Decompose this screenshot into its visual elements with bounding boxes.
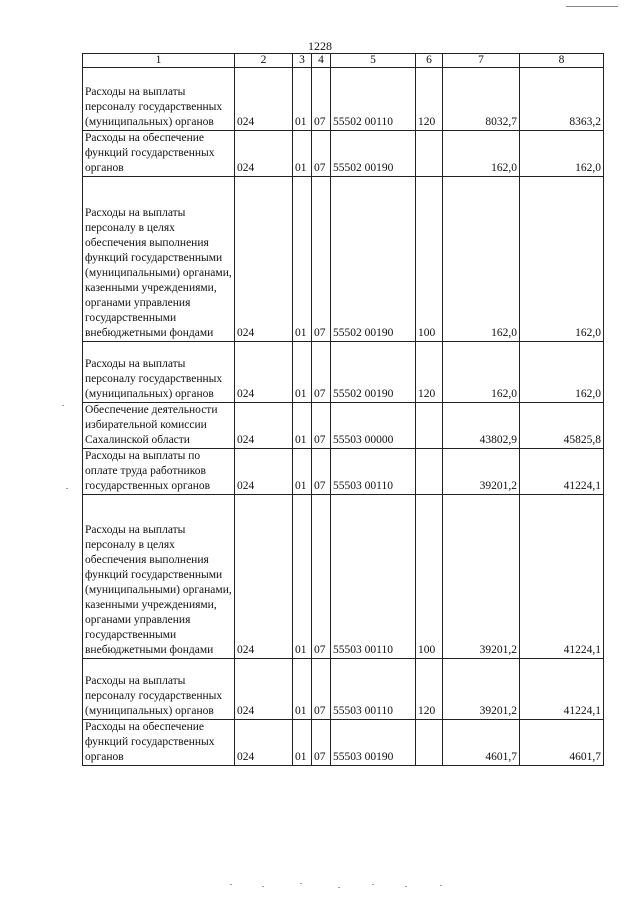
scan-edge-mark [566, 6, 618, 7]
table-row [83, 449, 604, 495]
target-article-code: 55502 00190 [331, 131, 416, 177]
scan-speck [300, 883, 302, 884]
ministry-code: 024 [235, 131, 293, 177]
amount-year-2: 162,0 [520, 342, 604, 403]
amount-year-2: 4601,7 [520, 720, 604, 766]
section-code: 01 [293, 720, 312, 766]
expense-type-code: 120 [416, 68, 443, 131]
target-article-code: 55503 00190 [331, 720, 416, 766]
subsection-code: 07 [312, 449, 331, 495]
amount-year-2: 41224,1 [520, 495, 604, 659]
scan-speck [62, 405, 64, 406]
expense-type-code [416, 720, 443, 766]
amount-year-2: 41224,1 [520, 449, 604, 495]
expense-name: Расходы на выплаты персоналу государственных (муниципальных) органов [83, 659, 235, 720]
expense-name: Расходы на обеспечение функций государственных органов [83, 131, 235, 177]
expense-name: Расходы на выплаты по оплате труда работников государственных органов [83, 449, 235, 495]
subsection-code: 07 [312, 659, 331, 720]
scan-speck [440, 885, 442, 886]
ministry-code: 024 [235, 403, 293, 449]
target-article-code: 55503 00000 [331, 403, 416, 449]
subsection-code: 07 [312, 403, 331, 449]
scan-speck [338, 887, 340, 888]
section-code: 01 [293, 403, 312, 449]
expense-type-code: 100 [416, 495, 443, 659]
expense-name: Расходы на обеспечение функций государственных органов [83, 720, 235, 766]
table-row [83, 177, 604, 342]
expense-type-code [416, 449, 443, 495]
expense-type-code [416, 403, 443, 449]
ministry-code: 024 [235, 177, 293, 342]
section-code: 01 [293, 659, 312, 720]
subsection-code: 07 [312, 177, 331, 342]
page-number: 1228 [308, 39, 332, 53]
table-row [83, 403, 604, 449]
scan-speck [405, 886, 407, 887]
section-code: 01 [293, 131, 312, 177]
amount-year-1: 39201,2 [443, 659, 520, 720]
amount-year-1: 39201,2 [443, 449, 520, 495]
expense-name: Расходы на выплаты персоналу в целях обеспечения выполнения функций государственными (муниципальными) органами, казенными учреждениями, органами управления государственными внебюджетными фондами [83, 495, 235, 659]
subsection-code: 07 [312, 68, 331, 131]
column-header: 7 [443, 54, 520, 68]
amount-year-2: 162,0 [520, 131, 604, 177]
expense-name: Расходы на выплаты персоналу в целях обеспечения выполнения функций государственными (муниципальными) органами, казенными учреждениями, органами управления государственными внебюджетными фондами [83, 177, 235, 342]
ministry-code: 024 [235, 720, 293, 766]
table-row [83, 342, 604, 403]
amount-year-1: 43802,9 [443, 403, 520, 449]
amount-year-1: 162,0 [443, 177, 520, 342]
scan-speck [230, 884, 232, 885]
header-row [83, 54, 604, 68]
expense-type-code: 120 [416, 659, 443, 720]
expense-name: Расходы на выплаты персоналу государственных (муниципальных) органов [83, 342, 235, 403]
subsection-code: 07 [312, 131, 331, 177]
table-row [83, 131, 604, 177]
ministry-code: 024 [235, 449, 293, 495]
table-row [83, 720, 604, 766]
section-code: 01 [293, 68, 312, 131]
amount-year-2: 45825,8 [520, 403, 604, 449]
column-header: 4 [312, 54, 331, 68]
amount-year-1: 4601,7 [443, 720, 520, 766]
target-article-code: 55503 00110 [331, 659, 416, 720]
section-code: 01 [293, 342, 312, 403]
ministry-code: 024 [235, 68, 293, 131]
column-header: 5 [331, 54, 416, 68]
section-code: 01 [293, 495, 312, 659]
amount-year-2: 41224,1 [520, 659, 604, 720]
table-row [83, 659, 604, 720]
amount-year-1: 8032,7 [443, 68, 520, 131]
target-article-code: 55502 00110 [331, 68, 416, 131]
column-header: 8 [520, 54, 604, 68]
expense-name: Расходы на выплаты персоналу государственных (муниципальных) органов [83, 68, 235, 131]
expense-type-code: 100 [416, 177, 443, 342]
ministry-code: 024 [235, 342, 293, 403]
column-header: 1 [83, 54, 235, 68]
section-code: 01 [293, 449, 312, 495]
scan-speck [262, 886, 264, 887]
subsection-code: 07 [312, 495, 331, 659]
target-article-code: 55502 00190 [331, 342, 416, 403]
scan-speck [66, 488, 68, 489]
expense-name: Обеспечение деятельности избирательной комиссии Сахалинской области [83, 403, 235, 449]
target-article-code: 55503 00110 [331, 495, 416, 659]
section-code: 01 [293, 177, 312, 342]
expense-type-code: 120 [416, 342, 443, 403]
budget-table [82, 53, 604, 766]
ministry-code: 024 [235, 495, 293, 659]
amount-year-1: 162,0 [443, 131, 520, 177]
target-article-code: 55502 00190 [331, 177, 416, 342]
column-header: 6 [416, 54, 443, 68]
column-header: 3 [293, 54, 312, 68]
subsection-code: 07 [312, 342, 331, 403]
table-row [83, 68, 604, 131]
amount-year-2: 162,0 [520, 177, 604, 342]
scan-speck [372, 884, 374, 885]
expense-type-code [416, 131, 443, 177]
ministry-code: 024 [235, 659, 293, 720]
amount-year-1: 162,0 [443, 342, 520, 403]
subsection-code: 07 [312, 720, 331, 766]
amount-year-2: 8363,2 [520, 68, 604, 131]
target-article-code: 55503 00110 [331, 449, 416, 495]
amount-year-1: 39201,2 [443, 495, 520, 659]
column-header: 2 [235, 54, 293, 68]
table-row [83, 495, 604, 659]
